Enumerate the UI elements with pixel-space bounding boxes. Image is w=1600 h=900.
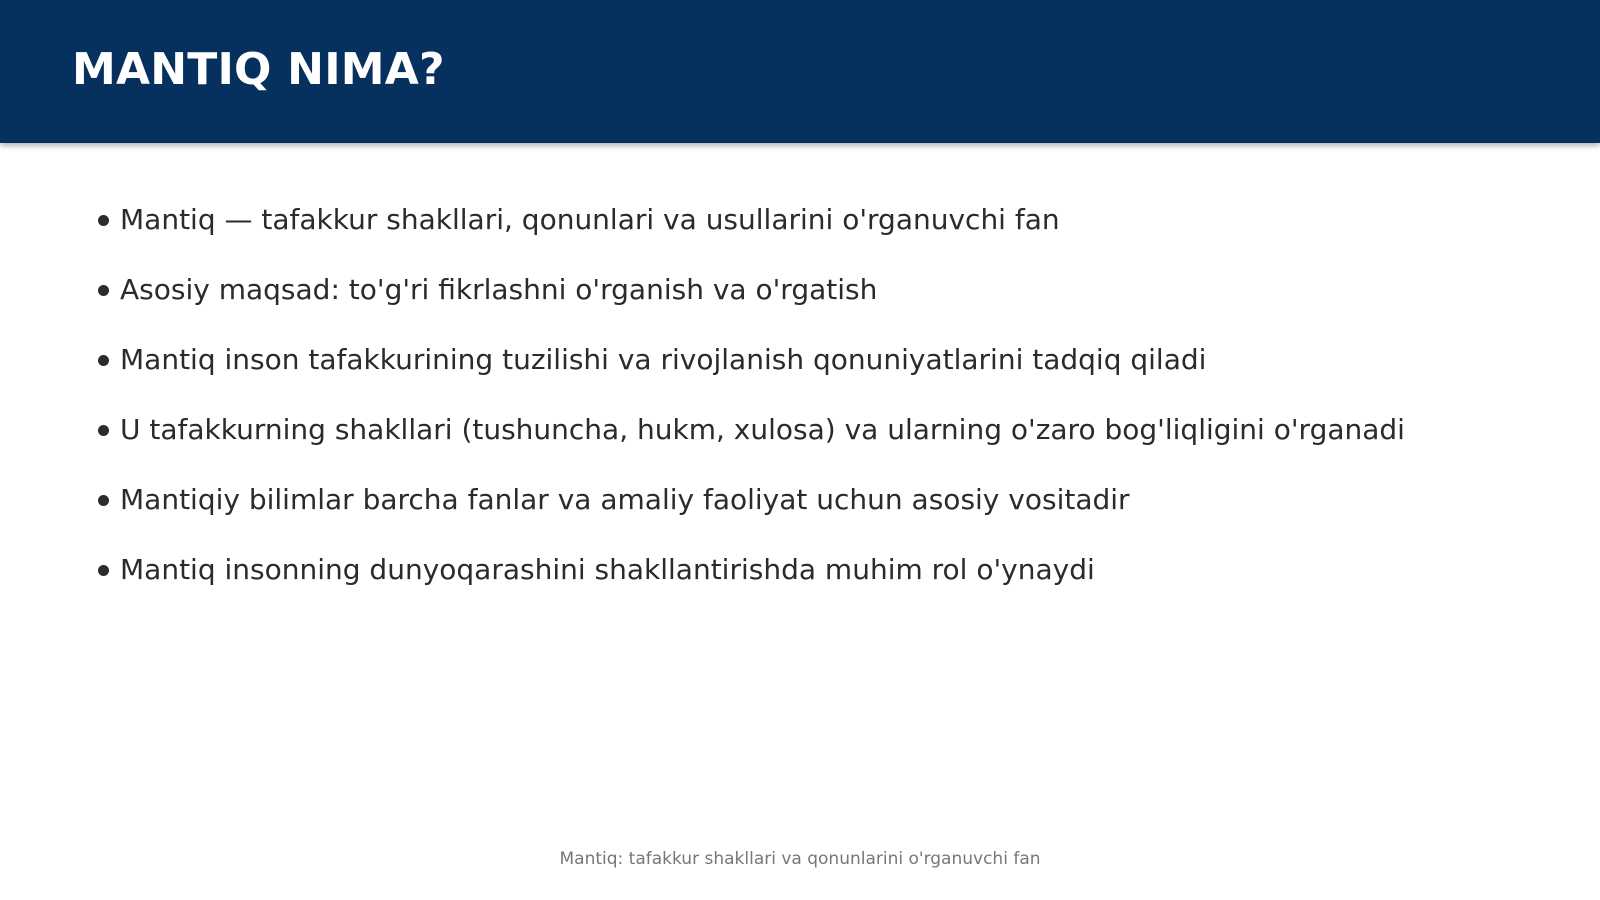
bullet-item-forms: U tafakkurning shakllari (tushuncha, hukm, xulosa) va ularning o'zaro bog'liqligini o'rganadi (96, 408, 1536, 478)
slide-header (0, 0, 1600, 143)
bullet-item-definition: Mantiq — tafakkur shakllari, qonunlari va usullarini o'rganuvchi fan (96, 198, 1536, 268)
bullet-item-tools: Mantiqiy bilimlar barcha fanlar va amaliy faoliyat uchun asosiy vositadir (96, 478, 1536, 548)
bullet-item-research: Mantiq inson tafakkurining tuzilishi va rivojlanish qonuniyatlarini tadqiq qiladi (96, 338, 1536, 408)
slide-footer: Mantiq: tafakkur shakllari va qonunlarini o'rganuvchi fan (559, 849, 1041, 869)
bullet-item-worldview: Mantiq insonning dunyoqarashini shakllantirishda muhim rol o'ynaydi (96, 548, 1536, 618)
bullet-list (96, 198, 1536, 618)
slide-title: MANTIQ NIMA? (72, 44, 445, 95)
bullet-item-main-goal: Asosiy maqsad: to'g'ri fikrlashni o'rganish va o'rgatish (96, 268, 1536, 338)
